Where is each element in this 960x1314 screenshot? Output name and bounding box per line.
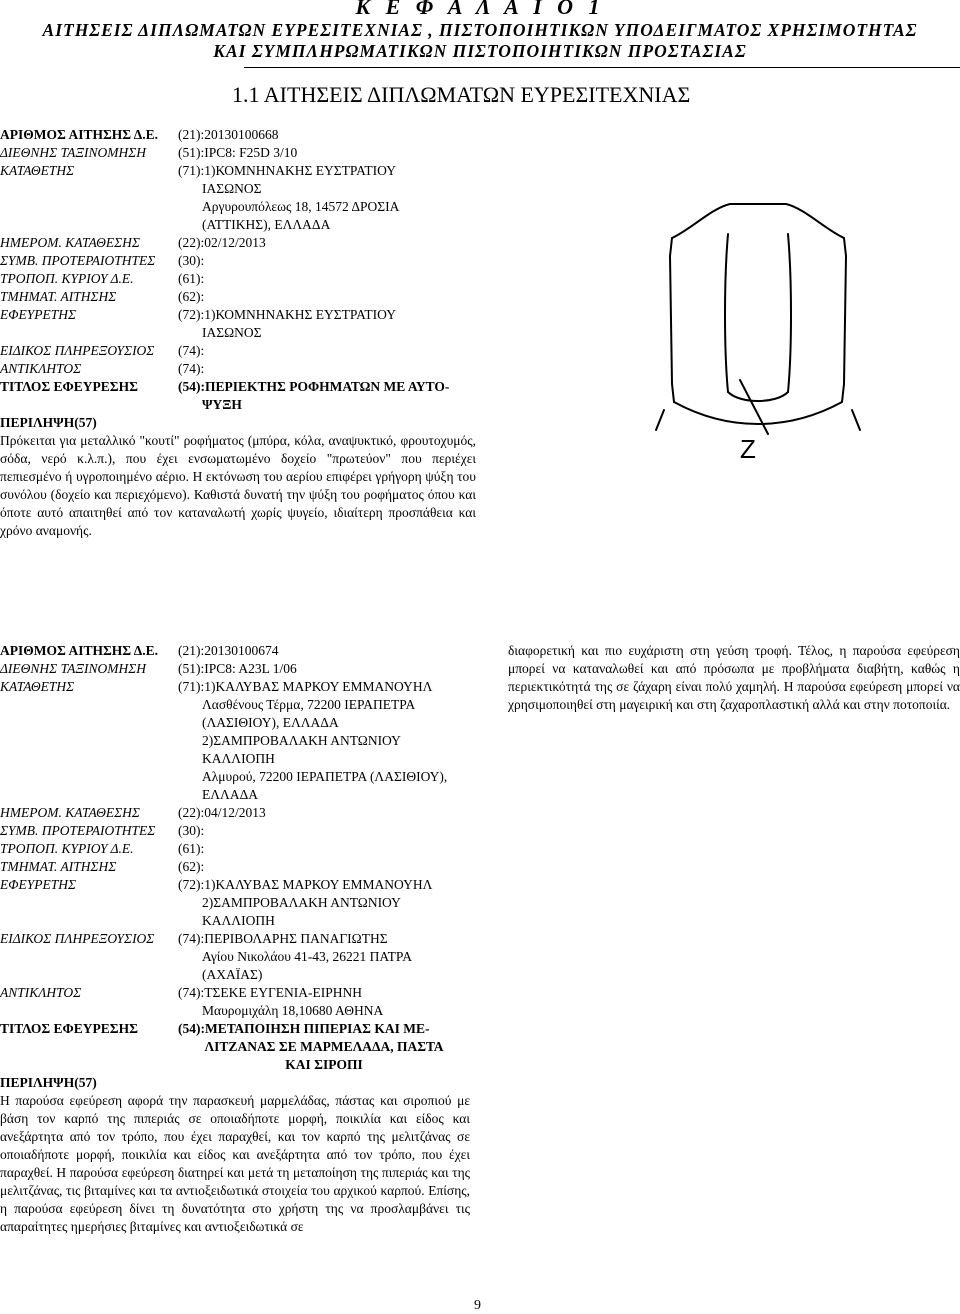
modification-value: (61): [178,841,205,856]
drawing-leader-left [656,410,664,430]
agent-value [178,930,470,984]
drawing-leader-right [852,410,860,430]
applicant-line: Αργυρουπόλεως 18, 14572 ΔΡΟΣΙΑ [202,199,400,214]
classification-value: (51):IPC8: F25D 3/10 [178,145,298,160]
applicant-name: (71):1)ΚΟΜΝΗΝΑΚΗΣ ΕΥΣΤΡΑΤΙΟΥ [178,163,397,178]
applicant-value [178,678,470,804]
drawing-inner-right [788,234,791,392]
divisional-value: (62): [178,859,205,874]
abstract-continued: διαφορετική και πιο ευχάριστη στη γεύση τροφή. Τέλος, η παρούσα εφεύρεση μπορεί να καταναλωθεί και από πρόσωπα με προβλήματα διαβήτη, καθώς η περιεκτικότητά της σε ζάχαρη είναι πολύ χαμηλή. Η παρούσα εφεύρεση μπορεί να χρησιμοποιηθεί στη μαγειρική και στη ζαχαροπλαστική αλλά και στην ποτοποιία. [508,643,960,712]
priority-label: ΣΥΜΒ. ΠΡΟΤΕΡΑΙΟΤΗΤΕΣ [0,253,156,268]
drawing-shoulder [672,204,844,238]
inventor-value [178,306,476,342]
abstract-label: ΠΕΡΙΛΗΨΗ(57) [0,1075,97,1090]
inventor-line: ΚΑΛΛΙΟΠΗ [202,913,275,928]
drawing-inner-left [725,234,728,392]
applicant-line: (ΑΤΤΙΚΗΣ), ΕΛΛΑΔΑ [202,217,331,232]
agent-line: (ΑΧΑΪΑΣ) [202,967,263,982]
applicant-line: 2)ΣΑΜΠΡΟΒΑΛΑΚΗ ΑΝΤΩΝΙΟΥ [202,733,401,748]
inventor-label: ΕΦΕΥΡΕΤΗΣ [0,307,77,322]
title-label: ΤΙΤΛΟΣ ΕΦΕΥΡΕΣΗΣ [0,379,138,394]
abstract-text: Πρόκειται για μεταλλικό "κουτί" ροφήματος (μπύρα, κόλα, αναψυκτικό, φρουτοχυμός, σόδα, νερό κ.λ.π.), που έχει ενσωματωμένο δοχείο "πρωτεύον" που περιέχει πεπιεσμένο ή υγροποιημένο αέριο. Η εκτόνωση του αερίου επιφέρει γρήγορη ψύξη του συνόλου (δοχείο και περιεχόμενο). Καθιστά δυνατή την ψύξη του ροφήματος όπου και όποτε αυτό απαιτηθεί από τον καταναλωτή χωρίς ψυγείο, ιδιαίτερη προσπάθεια και χρόνο αναμονής. [0,433,476,538]
modification-value: (61): [178,271,205,286]
inventor-line: 2)ΣΑΜΠΡΟΒΑΛΑΚΗ ΑΝΤΩΝΙΟΥ [202,895,401,910]
agent-line: Αγίου Νικολάου 41-43, 26221 ΠΑΤΡΑ [202,949,412,964]
proxy-label: ΑΝΤΙΚΛΗΤΟΣ [0,361,82,376]
divisional-label: ΤΜΗΜΑΤ. ΑΙΤΗΣΗΣ [0,859,117,874]
filing-date-label: ΗΜΕΡΟΜ. ΚΑΤΑΘΕΣΗΣ [0,235,140,250]
page-number: 9 [474,1298,481,1313]
proxy-name: (74):ΤΣΕΚΕ ΕΥΓΕΝΙΑ-ΕΙΡΗΝΗ [178,985,362,1000]
proxy-value [178,984,470,1020]
inventor-value [178,876,470,930]
app-number-label: ΑΡΙΘΜΟΣ ΑΙΤΗΣΗΣ Δ.Ε. [0,643,158,658]
app-number-value: (21):20130100668 [178,127,279,142]
applicant-name: (71):1)ΚΑΛΥΒΑΣ ΜΑΡΚΟΥ ΕΜΜΑΝΟΥΗΛ [178,679,433,694]
section-divider [244,67,960,68]
inventor-line: ΙΑΣΩΝΟΣ [202,325,262,340]
title-value [178,378,476,414]
section-title: 1.1 ΑΙΤΗΣΕΙΣ ΔΙΠΛΩΜΑΤΩΝ ΕΥΡΕΣΙΤΕΧΝΙΑΣ [232,82,691,107]
application-record-2 [0,642,470,1236]
title-line: (54):ΜΕΤΑΠΟΙΗΣΗ ΠΙΠΕΡΙΑΣ ΚΑΙ ΜΕ- [178,1021,430,1036]
filing-date-label: ΗΜΕΡΟΜ. ΚΑΤΑΘΕΣΗΣ [0,805,140,820]
title-line: ΛΙΤΖΑΝΑΣ ΣΕ ΜΑΡΜΕΛΑΔΑ, ΠΑΣΤΑ [204,1039,444,1054]
proxy-label: ΑΝΤΙΚΛΗΤΟΣ [0,985,82,1000]
modification-label: ΤΡΟΠΟΠ. ΚΥΡΙΟΥ Δ.Ε. [0,271,134,286]
priority-value: (30): [178,823,205,838]
chapter-subheading-line2: ΚΑΙ ΣΥΜΠΛΗΡΩΜΑΤΙΚΩΝ ΠΙΣΤΟΠΟΙΗΤΙΚΩΝ ΠΡΟΣΤΑΣΙΑΣ [213,41,747,61]
inventor-name: (72):1)ΚΑΛΥΒΑΣ ΜΑΡΚΟΥ ΕΜΜΑΝΟΥΗΛ [178,877,433,892]
applicant-line: Λασθένους Τέρμα, 72200 ΙΕΡΑΠΕΤΡΑ [202,697,416,712]
divisional-value: (62): [178,289,205,304]
proxy-line: Μαυρομιχάλη 18,10680 ΑΘΗΝΑ [202,1003,384,1018]
drawing-leader-z [740,380,768,434]
classification-label: ΔΙΕΘΝΗΣ ΤΑΞΙΝΟΜΗΣΗ [0,145,146,160]
applicant-line: ΚΑΛΛΙΟΠΗ [202,751,275,766]
inventor-name: (72):1)ΚΟΜΝΗΝΑΚΗΣ ΕΥΣΤΡΑΤΙΟΥ [178,307,397,322]
priority-value: (30): [178,253,205,268]
applicant-line: ΙΑΣΩΝΟΣ [202,181,262,196]
abstract-text: Η παρούσα εφεύρεση αφορά την παρασκευή μαρμελάδας, πάστας και σιροπιού με βάση τον καρπό της πιπεριάς σε οποιαδήποτε μορφή, ποικιλία και είδος και ανεξάρτητα από τον τρόπο, που έχει παραχθεί, και τον καρπό της μελιτζάνας σε οποιαδήποτε μορφή, ποικιλία και είδος και ανεξάρτητα από τον τρόπο, που έχει παραχθεί. Η παρούσα εφεύρεση διατηρεί και μετά τη μεταποίηση της πιπεριάς και της μελιτζάνας, τις βιταμίνες και τα αντιοξειδωτικά στοιχεία του αρχικού καρπού. Επίσης, η παρούσα εφεύρεση δίνει τη δυνατότητα στο χρήστη της να προσλαμβάνει τις απαραίτητες ημερήσιες βιταμίνες και αντιοξειδωτικά σε [0,1093,470,1234]
chapter-subheading-line1: ΑΙΤΗΣΕΙΣ ΔΙΠΛΩΜΑΤΩΝ ΕΥΡΕΣΙΤΕΧΝΙΑΣ , ΠΙΣΤΟΠΟΙΗΤΙΚΩΝ ΥΠΟΔΕΙΓΜΑΤΟΣ ΧΡΗΣΙΜΟΤΗΤΑΣ [42,20,918,40]
modification-label: ΤΡΟΠΟΠ. ΚΥΡΙΟΥ Δ.Ε. [0,841,134,856]
title-line: (54):ΠΕΡΙΕΚΤΗΣ ΡΟΦΗΜΑΤΩΝ ΜΕ ΑΥΤΟ- [178,379,450,394]
applicant-label: ΚΑΤΑΘΕΤΗΣ [0,163,75,178]
app-number-label: ΑΡΙΘΜΟΣ ΑΙΤΗΣΗΣ Δ.Ε. [0,127,158,142]
agent-value: (74): [178,343,205,358]
agent-label: ΕΙΔΙΚΟΣ ΠΛΗΡΕΞΟΥΣΙΟΣ [0,931,155,946]
agent-name: (74):ΠΕΡΙΒΟΛΑΡΗΣ ΠΑΝΑΓΙΩΤΗΣ [178,931,388,946]
chapter-heading: Κ Ε Φ Α Λ Α Ι Ο 1 [355,0,605,19]
drawing-label-z: Z [740,434,756,464]
drawing-left-wall [670,238,674,402]
applicant-line: (ΛΑΣΙΘΙΟΥ), ΕΛΛΑΔΑ [202,715,339,730]
invention-drawing [636,160,876,480]
filing-date-value: (22):04/12/2013 [178,805,266,820]
applicant-label: ΚΑΤΑΘΕΤΗΣ [0,679,75,694]
applicant-line: Αλμυρού, 72200 ΙΕΡΑΠΕΤΡΑ (ΛΑΣΙΘΙΟΥ), [202,769,448,784]
proxy-value: (74): [178,361,205,376]
drawing-right-wall [842,238,846,402]
applicant-line: ΕΛΛΑΔΑ [202,787,259,802]
classification-label: ΔΙΕΘΝΗΣ ΤΑΞΙΝΟΜΗΣΗ [0,661,146,676]
abstract-label: ΠΕΡΙΛΗΨΗ(57) [0,415,97,430]
filing-date-value: (22):02/12/2013 [178,235,266,250]
applicant-value [178,162,476,234]
priority-label: ΣΥΜΒ. ΠΡΟΤΕΡΑΙΟΤΗΤΕΣ [0,823,156,838]
agent-label: ΕΙΔΙΚΟΣ ΠΛΗΡΕΞΟΥΣΙΟΣ [0,343,155,358]
divisional-label: ΤΜΗΜΑΤ. ΑΙΤΗΣΗΣ [0,289,117,304]
application-record-1 [0,126,476,540]
inventor-label: ΕΦΕΥΡΕΤΗΣ [0,877,77,892]
title-value [178,1020,470,1074]
app-number-value: (21):20130100674 [178,643,279,658]
drawing-inner-bottom [728,392,788,401]
classification-value: (51):IPC8: A23L 1/06 [178,661,297,676]
title-label: ΤΙΤΛΟΣ ΕΦΕΥΡΕΣΗΣ [0,1021,138,1036]
title-line: ΚΑΙ ΣΙΡΟΠΙ [285,1057,363,1072]
title-line: ΨΥΞΗ [202,397,242,412]
